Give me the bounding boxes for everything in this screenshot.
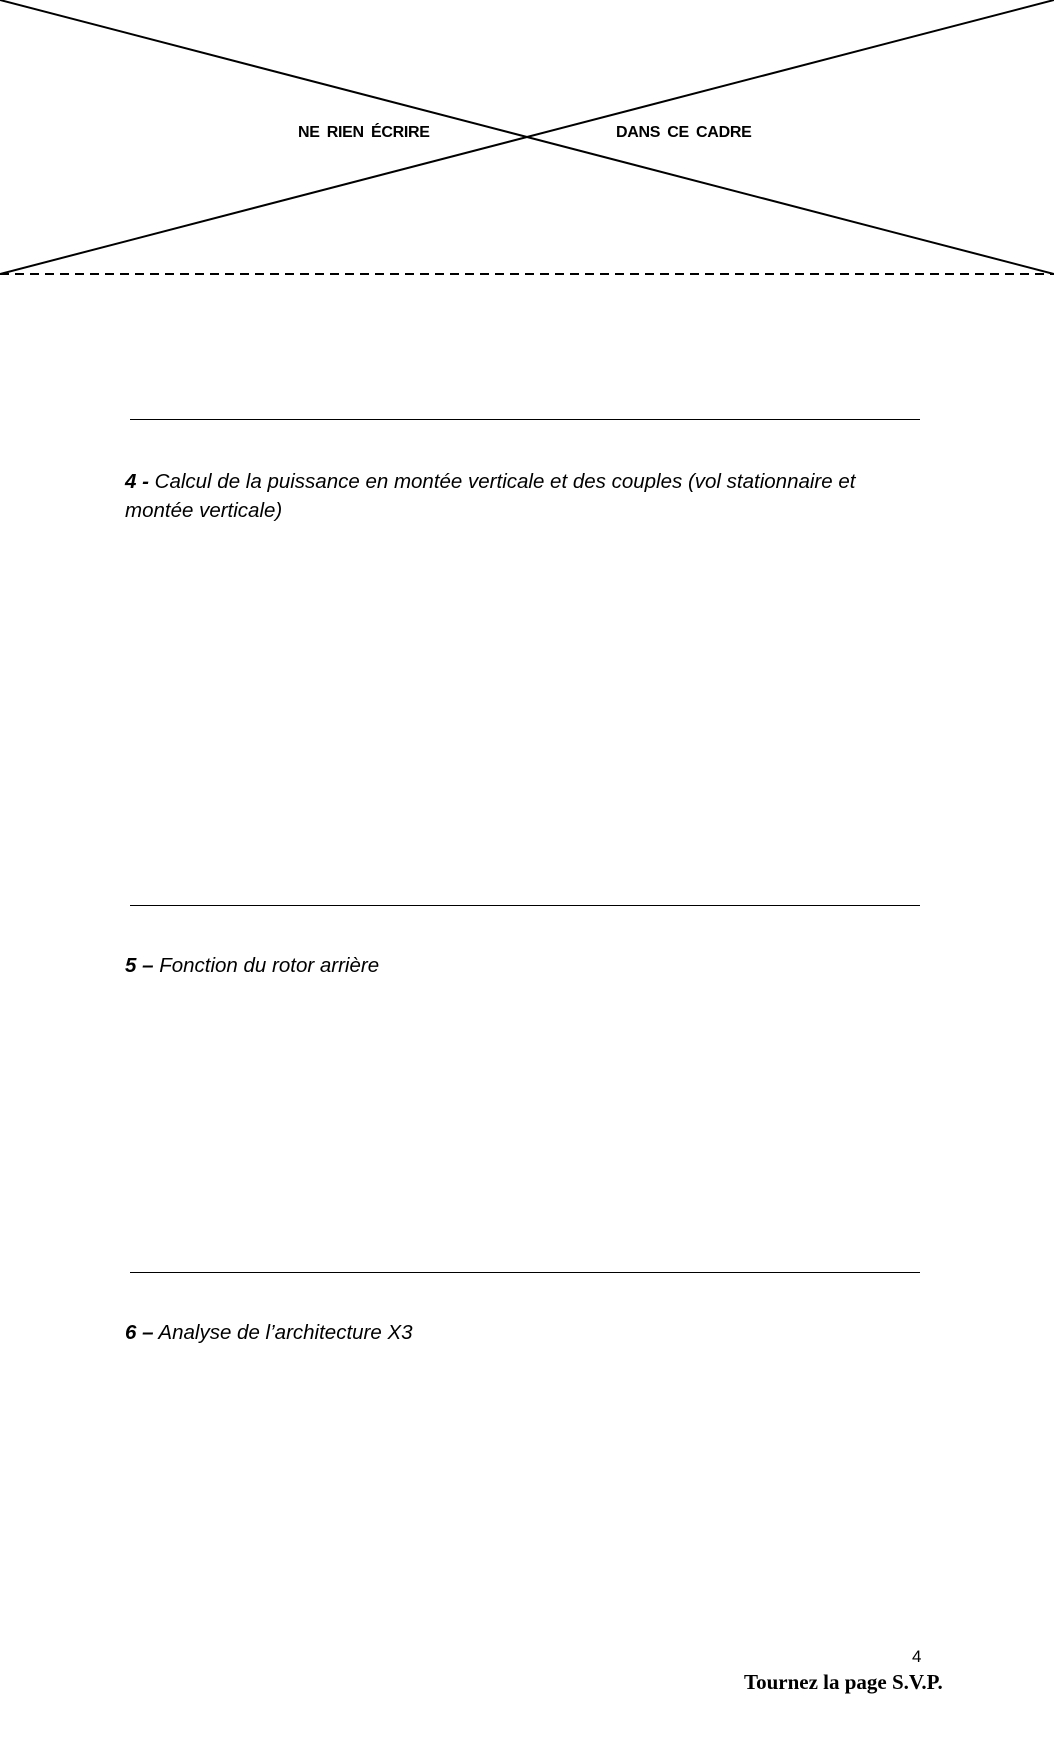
separator-line [130, 419, 920, 420]
separator-line [130, 1272, 920, 1273]
separator-line [130, 905, 920, 906]
question-number: 5 – [125, 954, 154, 977]
page-number: 4 [912, 1647, 922, 1666]
question-6 [125, 1318, 905, 1347]
no-writing-frame [0, 0, 1054, 280]
question-4 [125, 467, 905, 525]
header-left-text: NE RIEN ÉCRIRE [298, 124, 430, 141]
question-text: Analyse de l’architecture X3 [153, 1321, 413, 1344]
header-right-text: DANS CE CADRE [616, 124, 752, 141]
question-5 [125, 951, 905, 980]
turn-page-notice: Tournez la page S.V.P. [744, 1670, 943, 1694]
question-text: Calcul de la puissance en montée verticale et des couples (vol stationnaire et montée verticale) [125, 470, 856, 522]
question-number: 4 - [125, 470, 149, 493]
question-number: 6 – [125, 1321, 154, 1344]
question-text: Fonction du rotor arrière [153, 954, 380, 977]
